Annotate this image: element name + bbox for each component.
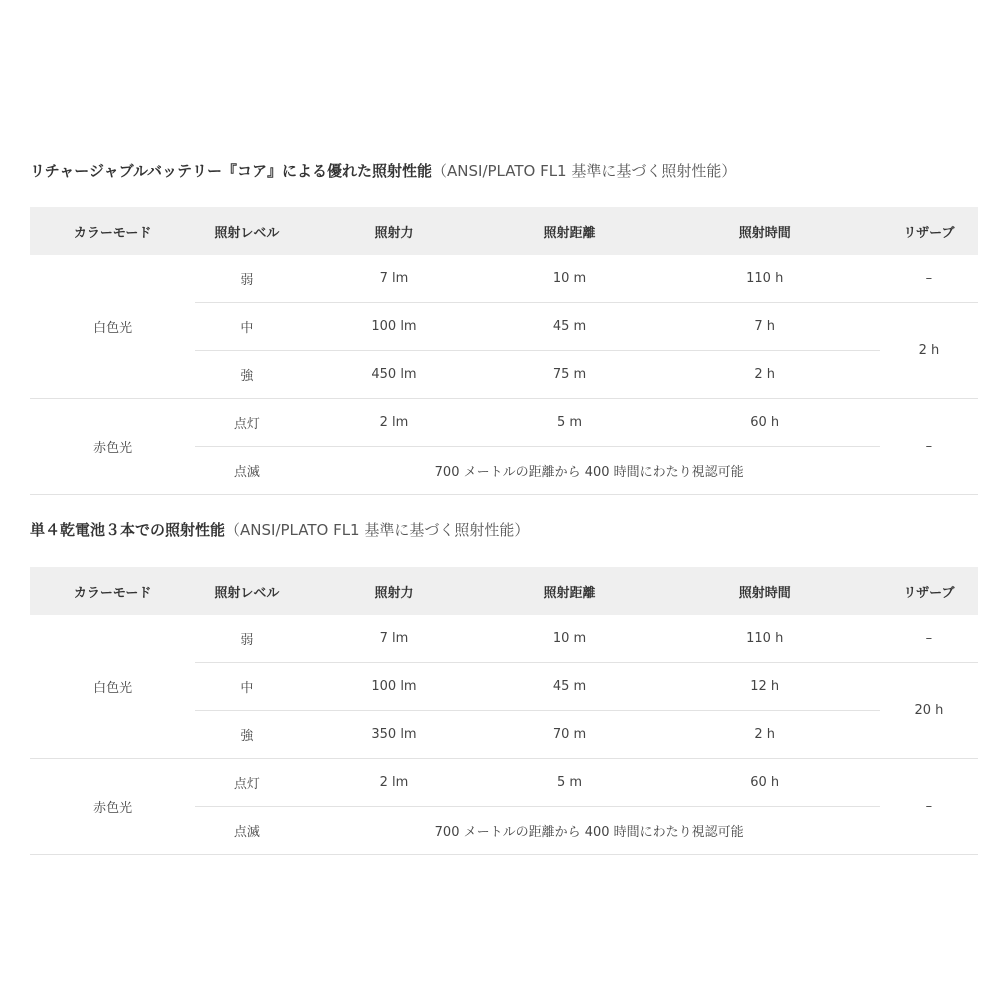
section-title-sub: （ANSI/PLATO FL1 基準に基づく照射性能） — [225, 521, 530, 539]
header-color-mode: カラーモード — [30, 207, 195, 255]
header-power: 照射力 — [298, 567, 489, 615]
performance-table-rechargeable — [30, 207, 978, 495]
header-distance: 照射距離 — [490, 567, 650, 615]
cell-level: 中 — [195, 303, 298, 351]
header-level: 照射レベル — [195, 207, 298, 255]
cell-reserve: 20 h — [880, 663, 978, 759]
header-power: 照射力 — [298, 207, 489, 255]
cell-time: 2 h — [650, 351, 880, 399]
table-row — [30, 759, 978, 807]
cell-power: 450 lm — [298, 351, 489, 399]
cell-distance: 45 m — [490, 303, 650, 351]
cell-distance: 10 m — [490, 255, 650, 303]
table-header-row — [30, 207, 978, 255]
cell-level: 点滅 — [195, 807, 298, 855]
table-row — [30, 615, 978, 663]
cell-level: 点滅 — [195, 447, 298, 495]
mode-red: 赤色光 — [30, 759, 195, 855]
cell-power: 350 lm — [298, 711, 489, 759]
cell-flash-note: 700 メートルの距離から 400 時間にわたり視認可能 — [298, 807, 879, 855]
cell-time: 7 h — [650, 303, 880, 351]
cell-distance: 10 m — [490, 615, 650, 663]
header-time: 照射時間 — [650, 207, 880, 255]
table-row — [30, 399, 978, 447]
cell-power: 2 lm — [298, 399, 489, 447]
cell-power: 2 lm — [298, 759, 489, 807]
table-row — [30, 255, 978, 303]
cell-reserve: – — [880, 759, 978, 855]
cell-power: 7 lm — [298, 255, 489, 303]
mode-red: 赤色光 — [30, 399, 195, 495]
cell-distance: 75 m — [490, 351, 650, 399]
cell-power: 100 lm — [298, 303, 489, 351]
header-time: 照射時間 — [650, 567, 880, 615]
cell-power: 7 lm — [298, 615, 489, 663]
cell-reserve: – — [880, 255, 978, 303]
cell-distance: 45 m — [490, 663, 650, 711]
section-title-rechargeable — [30, 161, 736, 181]
cell-level: 点灯 — [195, 759, 298, 807]
header-color-mode: カラーモード — [30, 567, 195, 615]
cell-distance: 70 m — [490, 711, 650, 759]
mode-white: 白色光 — [30, 255, 195, 399]
cell-time: 110 h — [650, 255, 880, 303]
header-reserve: リザーブ — [880, 207, 978, 255]
header-distance: 照射距離 — [490, 207, 650, 255]
cell-reserve: 2 h — [880, 303, 978, 399]
section-title-main: 単４乾電池３本での照射性能 — [30, 521, 226, 539]
cell-level: 弱 — [195, 255, 298, 303]
cell-time: 12 h — [650, 663, 880, 711]
header-level: 照射レベル — [195, 567, 298, 615]
mode-white: 白色光 — [30, 615, 195, 759]
cell-distance: 5 m — [490, 759, 650, 807]
cell-flash-note: 700 メートルの距離から 400 時間にわたり視認可能 — [298, 447, 879, 495]
table-header-row — [30, 567, 978, 615]
header-reserve: リザーブ — [880, 567, 978, 615]
cell-level: 中 — [195, 663, 298, 711]
cell-time: 60 h — [650, 399, 880, 447]
section-title-sub: （ANSI/PLATO FL1 基準に基づく照射性能） — [432, 162, 737, 180]
cell-reserve: – — [880, 615, 978, 663]
section-title-main: リチャージャブルバッテリー『コア』による優れた照射性能 — [30, 162, 433, 180]
cell-reserve: – — [880, 399, 978, 495]
cell-time: 2 h — [650, 711, 880, 759]
cell-power: 100 lm — [298, 663, 489, 711]
section-title-aaa-battery — [30, 520, 529, 540]
cell-level: 弱 — [195, 615, 298, 663]
cell-distance: 5 m — [490, 399, 650, 447]
cell-time: 110 h — [650, 615, 880, 663]
performance-table-aaa-battery — [30, 567, 978, 855]
cell-level: 強 — [195, 351, 298, 399]
cell-level: 強 — [195, 711, 298, 759]
cell-level: 点灯 — [195, 399, 298, 447]
cell-time: 60 h — [650, 759, 880, 807]
